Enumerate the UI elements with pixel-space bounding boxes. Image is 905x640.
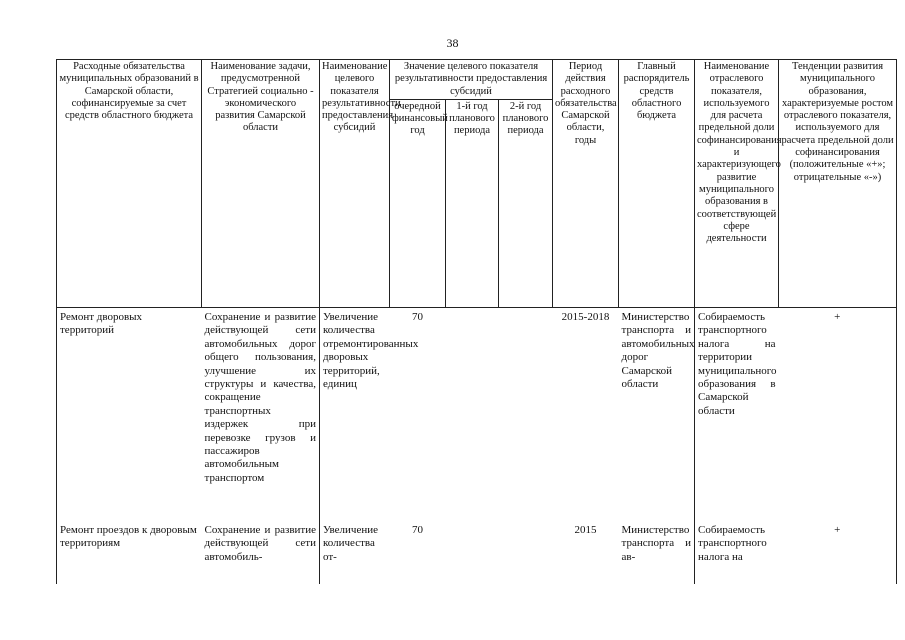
cell-period: 2015 (574, 523, 597, 536)
cell-obligation: Ремонт проездов к дворовым территориям (57, 521, 202, 584)
cell-indicator: Увеличение количества отремонтированных дворовых территорий, единиц (320, 307, 390, 521)
header-indicator: Наименование целевого показателя результативности предоставления субсидий (320, 60, 390, 308)
header-obligations: Расходные обязательства муниципальных образований в Самарской области, софинансируемые за счет средств областного бюджета (57, 60, 202, 308)
cell-trend: + (779, 307, 897, 521)
header-row-1 (57, 60, 897, 100)
cell-manager: Министерство транспорта и автомобильных дорог Самарской области (621, 310, 695, 390)
cell-value-current: 70 (412, 310, 423, 323)
cell-task: Сохранение и развитие действующей сети автомобильных дорог общего пользования, улучшение их структуры и качества, сокращение транспортных издержек при перевозке грузов и пассажиров автомобильным транспортом (204, 310, 316, 484)
header-period: Период действия расходного обязательства Самарской области, годы (553, 60, 619, 308)
header-trend: Тенденции развития муниципального образования, характеризуемые ростом отраслевого показателя, используемого для расчета предельной доли софинансирования (положительные «+»; отрицательные «-») (779, 60, 897, 308)
cell-sector-indicator: Собираемость транспортного налога на (695, 521, 779, 584)
header-value-group: Значение целевого показателя результативности предоставления субсидий (390, 60, 553, 100)
cell-value-plan2 (499, 521, 553, 584)
header-sector-indicator: Наименование отраслевого показателя, используемого для расчета предельной доли софинансирования и характеризующего развитие муниципального образования в соответствующей сфере деятельности (695, 60, 779, 308)
header-value-plan1: 1-й год планового периода (446, 99, 499, 307)
cell-trend: + (779, 521, 897, 584)
table-row (57, 521, 897, 584)
table-row (57, 307, 897, 521)
header-value-current: очередной финансовый год (390, 99, 446, 307)
header-manager: Главный распорядитель средств областного бюджета (619, 60, 695, 308)
header-task: Наименование задачи, предусмотренной Стратегией социально - экономического развития Самарской области (202, 60, 320, 308)
cell-obligation: Ремонт дворовых территорий (57, 307, 202, 521)
header-value-plan2: 2-й год планового периода (499, 99, 553, 307)
cell-value-plan1 (446, 307, 499, 521)
cell-sector-indicator: Собираемость транспортного налога на территории муниципального образования в Самарской области (695, 307, 779, 521)
cell-task: Сохранение и развитие действующей сети автомобиль- (204, 523, 316, 563)
subsidy-table (56, 59, 897, 584)
cell-indicator: Увеличение количества от- (320, 521, 390, 584)
cell-value-plan2 (499, 307, 553, 521)
cell-period: 2015-2018 (561, 310, 610, 323)
cell-value-current: 70 (412, 523, 423, 536)
cell-value-plan1 (446, 521, 499, 584)
cell-manager: Министерство транспорта и ав- (621, 523, 692, 563)
page-number: 38 (446, 36, 459, 50)
